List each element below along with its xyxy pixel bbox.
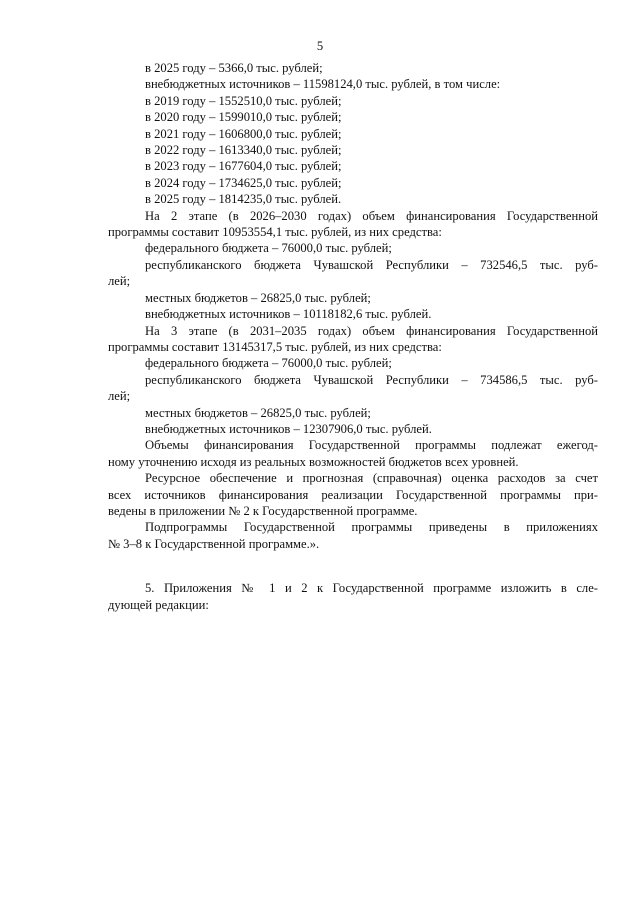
text-line: в 2022 году – 1613340,0 тыс. рублей; (145, 143, 342, 158)
paragraph-gap (108, 552, 598, 580)
text-line: в 2025 году – 1814235,0 тыс. рублей. (145, 192, 342, 207)
text-line: На 3 этапе (в 2031–2035 годах) объем финансирования Государственной (145, 323, 598, 338)
text-line: Объемы финансирования Государственной программы подлежат ежегод- (145, 438, 598, 453)
text-line: федерального бюджета – 76000,0 тыс. рублей; (145, 241, 392, 256)
text-line: № 3–8 к Государственной программе.». (108, 536, 320, 551)
text-line: лей; (108, 274, 131, 289)
text-line: в 2023 году – 1677604,0 тыс. рублей; (145, 159, 342, 174)
document-body (108, 60, 598, 613)
text-line: всех источников финансирования реализации Государственной программы при- (108, 487, 598, 502)
text-line: местных бюджетов – 26825,0 тыс. рублей; (145, 290, 371, 305)
text-line: республиканского бюджета Чувашской Республики – 732546,5 тыс. руб- (145, 257, 598, 272)
text-line: ному уточнению исходя из реальных возможностей бюджетов всех уровней. (108, 454, 519, 469)
text-line: внебюджетных источников – 10118182,6 тыс. рублей. (145, 307, 432, 322)
text-line: республиканского бюджета Чувашской Республики – 734586,5 тыс. руб- (145, 372, 598, 387)
text-line: в 2024 году – 1734625,0 тыс. рублей; (145, 175, 342, 190)
text-line: лей; (108, 389, 131, 404)
text-line: Ресурсное обеспечение и прогнозная (справочная) оценка расходов за счет (145, 471, 598, 486)
page-number: 5 (316, 39, 324, 53)
text-line: На 2 этапе (в 2026–2030 годах) объем финансирования Государственной (145, 208, 598, 223)
text-line: ведены в приложении № 2 к Государственной программе. (108, 503, 418, 518)
text-line: программы составит 10953554,1 тыс. рублей, из них средства: (108, 225, 442, 240)
text-line: программы составит 13145317,5 тыс. рублей, из них средства: (108, 339, 442, 354)
text-line: в 2020 году – 1599010,0 тыс. рублей; (145, 110, 342, 125)
text-line: Подпрограммы Государственной программы приведены в приложениях (145, 520, 598, 535)
text-line: в 2019 году – 1552510,0 тыс. рублей; (145, 93, 342, 108)
text-line: 5. Приложения № 1 и 2 к Государственной программе изложить в сле- (145, 581, 598, 596)
text-line: в 2025 году – 5366,0 тыс. рублей; (145, 61, 323, 75)
text-line: внебюджетных источников – 11598124,0 тыс. рублей, в том числе: (145, 77, 501, 92)
text-line: федерального бюджета – 76000,0 тыс. рублей; (145, 356, 392, 371)
text-line: в 2021 году – 1606800,0 тыс. рублей; (145, 126, 342, 141)
text-line: внебюджетных источников – 12307906,0 тыс. рублей. (145, 421, 432, 436)
text-line: дующей редакции: (108, 597, 209, 612)
text-line: местных бюджетов – 26825,0 тыс. рублей; (145, 405, 371, 420)
